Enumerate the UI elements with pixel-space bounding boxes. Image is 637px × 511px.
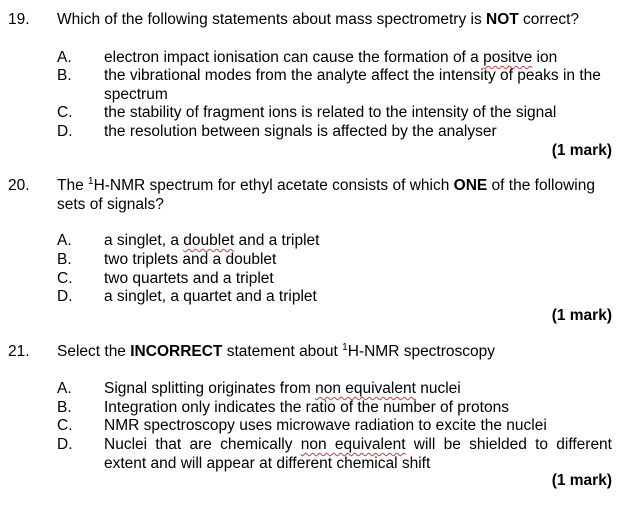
spelling-flag: non equivalent: [300, 436, 406, 453]
option-text: electron impact ionisation can cause the formation of a positve ion: [104, 49, 558, 66]
spelling-flag: doublet: [183, 232, 235, 249]
option-text: a singlet, a quartet and a triplet: [104, 288, 317, 305]
option-letter: B.: [57, 399, 72, 416]
option-letter: C.: [57, 104, 73, 121]
option-letter: A.: [57, 232, 72, 249]
option-letter: A.: [57, 49, 72, 66]
option-letter: D.: [57, 123, 73, 140]
option-text: Nuclei that are chemically non equivalent will be shielded to different: [104, 436, 612, 453]
question-stem: Select the INCORRECT statement about $^1$H-NMR spectroscopy: [57, 341, 496, 360]
question-stem: Which of the following statements about mass spectrometry is NOT correct?: [57, 11, 580, 28]
question-number: 21.: [8, 343, 30, 360]
option-text-continued: spectrum: [104, 86, 168, 103]
question-number: 20.: [8, 177, 30, 194]
marks-label: (1 mark): [551, 142, 612, 159]
option-letter: C.: [57, 417, 73, 434]
marks-label: (1 mark): [551, 307, 612, 324]
option-letter: B.: [57, 251, 72, 268]
option-letter: B.: [57, 67, 72, 84]
option-text: two triplets and a doublet: [104, 251, 277, 268]
option-text: the stability of fragment ions is related to the intensity of the signal: [104, 104, 557, 121]
option-text: Signal splitting originates from non equivalent nuclei: [104, 380, 461, 397]
option-text: the vibrational modes from the analyte affect the intensity of peaks in the: [104, 67, 601, 84]
option-letter: D.: [57, 288, 73, 305]
option-text: two quartets and a triplet: [104, 270, 274, 287]
spelling-flag: non equivalent: [315, 380, 416, 397]
option-text: the resolution between signals is affected by the analyser: [104, 123, 497, 140]
spelling-flag: positve: [483, 49, 533, 66]
question-stem-continued: sets of signals?: [57, 196, 164, 213]
option-text: a singlet, a doublet and a triplet: [104, 232, 320, 249]
question-number: 19.: [8, 11, 30, 28]
option-letter: D.: [57, 436, 73, 453]
question-stem: The $^1$H-NMR spectrum for ethyl acetate consists of which ONE of the following: [57, 175, 595, 194]
marks-label: (1 mark): [551, 472, 612, 489]
option-text: NMR spectroscopy uses microwave radiation to excite the nuclei: [104, 417, 547, 434]
option-letter: A.: [57, 380, 72, 397]
option-text-continued: extent and will appear at different chemical shift: [104, 455, 431, 472]
option-text: Integration only indicates the ratio of the number of protons: [104, 399, 509, 416]
option-letter: C.: [57, 270, 73, 287]
